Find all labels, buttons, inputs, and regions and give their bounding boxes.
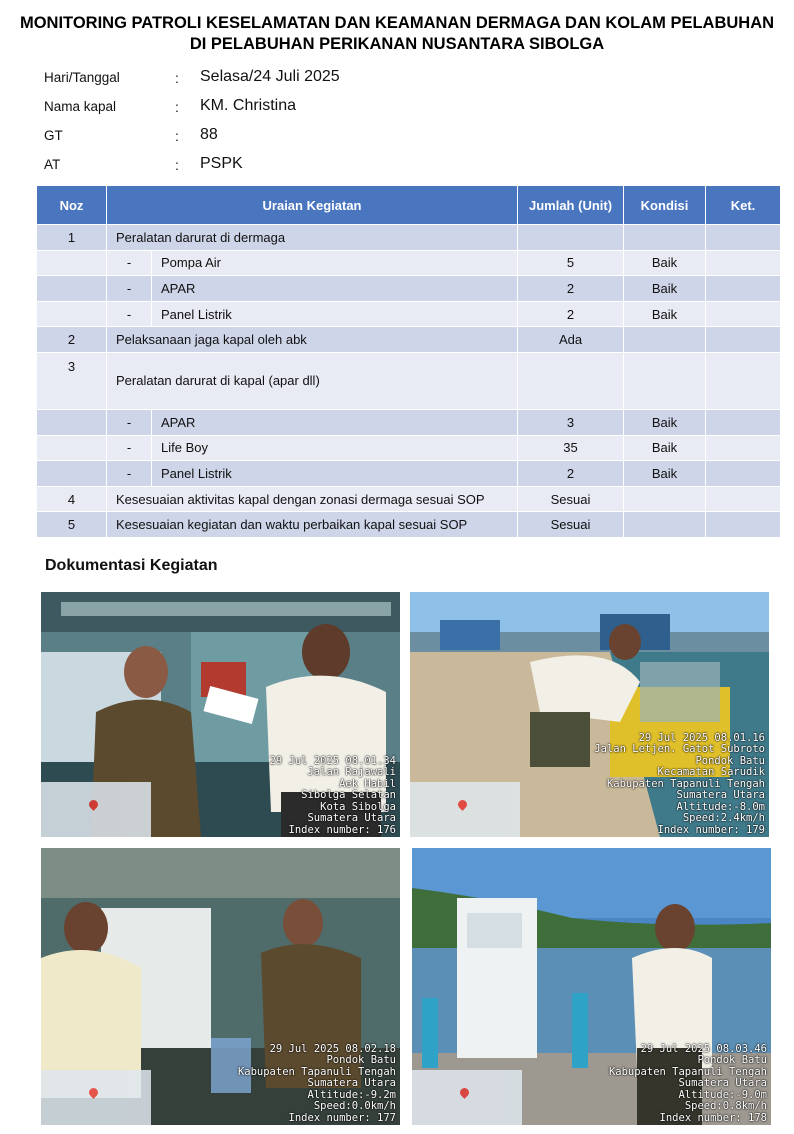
stamp-line: Sumatera Utara [307, 812, 396, 824]
table-row [37, 250, 781, 276]
cell-quantity: 2 [518, 461, 624, 487]
table-row [37, 327, 781, 353]
activity-table [36, 185, 781, 538]
cell-no: 5 [37, 512, 107, 538]
stamp-line: Altitude:-9.2m [307, 1088, 396, 1101]
cell-notes [706, 352, 781, 409]
stamp-line: Index number: 176 [288, 823, 396, 836]
stamp-line: Kota Sibolga [320, 800, 396, 813]
cell-notes [706, 250, 781, 276]
documentation-heading: Dokumentasi Kegiatan [45, 557, 218, 574]
cell-dash: - [107, 250, 152, 276]
cell-no [37, 435, 107, 461]
map-pin-icon [456, 798, 469, 811]
cell-condition [624, 512, 706, 538]
vessel-info [44, 66, 404, 182]
cell-dash: - [107, 276, 152, 302]
info-row-at [44, 153, 404, 182]
cell-condition [624, 486, 706, 512]
info-colon: : [175, 70, 179, 86]
cell-no [37, 461, 107, 487]
header-condition: Kondisi [624, 186, 706, 225]
photo-stamp [238, 1044, 396, 1125]
cell-no [37, 276, 107, 302]
cell-condition: Baik [624, 409, 706, 435]
stamp-line: Altitude:-9.0m [678, 1088, 767, 1101]
info-value: 88 [200, 126, 218, 143]
photo-stamp [609, 1044, 767, 1125]
location-minimap [41, 1070, 151, 1125]
cell-quantity: 35 [518, 435, 624, 461]
stamp-line: 29 Jul 2025 08.01.16 [638, 731, 765, 744]
table-row [37, 435, 781, 461]
table-row [37, 512, 781, 538]
cell-no: 4 [37, 486, 107, 512]
stamp-line: Pondok Batu [697, 1054, 767, 1066]
header-quantity: Jumlah (Unit) [518, 186, 624, 225]
stamp-line: Speed:0.8km/h [684, 1100, 767, 1112]
stamp-line: 29 Jul 2025 08.02.18 [269, 1042, 396, 1055]
stamp-line: Kabupaten Tapanuli Tengah [606, 777, 765, 790]
photo-stamp [270, 756, 396, 837]
cell-description: Pelaksanaan jaga kapal oleh abk [107, 327, 518, 353]
title-line-2: DI PELABUHAN PERIKANAN NUSANTARA SIBOLGA [189, 35, 605, 53]
cell-dash: - [107, 461, 152, 487]
stamp-line: 29 Jul 2025 08.01.34 [269, 754, 396, 767]
cell-no [37, 301, 107, 327]
header-notes: Ket. [706, 186, 781, 225]
table-row [37, 352, 781, 409]
cell-description: Pompa Air [152, 250, 518, 276]
cell-notes [706, 435, 781, 461]
stamp-line: Altitude:-8.0m [676, 800, 765, 813]
table-row [37, 225, 781, 251]
info-row-gt [44, 124, 404, 153]
cell-condition: Baik [624, 276, 706, 302]
cell-no [37, 250, 107, 276]
stamp-line: Kabupaten Tapanuli Tengah [608, 1065, 767, 1078]
cell-condition: Baik [624, 301, 706, 327]
stamp-line: Index number: 178 [659, 1111, 767, 1124]
cell-no [37, 409, 107, 435]
cell-dash: - [107, 301, 152, 327]
cell-description: Kesesuaian aktivitas kapal dengan zonasi dermaga sesuai SOP [107, 486, 518, 512]
cell-description: Life Boy [152, 435, 518, 461]
photo-stamp [594, 733, 765, 837]
stamp-line: Sumatera Utara [307, 1077, 396, 1089]
stamp-line: Sumatera Utara [678, 1077, 767, 1089]
info-value: PSPK [200, 155, 243, 172]
header-description: Uraian Kegiatan [107, 186, 518, 225]
stamp-line: Kabupaten Tapanuli Tengah [237, 1065, 396, 1078]
cell-quantity: Sesuai [518, 512, 624, 538]
photo-fuel-station-inspection [412, 848, 771, 1125]
map-pin-icon [87, 1086, 100, 1099]
cell-description: Kesesuaian kegiatan dan waktu perbaikan kapal sesuai SOP [107, 512, 518, 538]
info-colon: : [175, 128, 179, 144]
table-header-row [37, 186, 781, 225]
map-pin-icon [458, 1086, 471, 1099]
cell-no: 1 [37, 225, 107, 251]
header-no: Noz [37, 186, 107, 225]
info-label: AT [44, 157, 61, 172]
stamp-line: Kecamatan Sarudik [657, 766, 765, 778]
cell-condition [624, 327, 706, 353]
cell-condition: Baik [624, 461, 706, 487]
stamp-line: Sumatera Utara [676, 789, 765, 801]
cell-description: Peralatan darurat di kapal (apar dll) [107, 352, 518, 409]
cell-condition: Baik [624, 435, 706, 461]
photo-dock-inspection [410, 592, 769, 837]
table-row [37, 409, 781, 435]
cell-description: Panel Listrik [152, 461, 518, 487]
cell-condition [624, 225, 706, 251]
cell-description: APAR [152, 276, 518, 302]
photo-engine-room-inspection [41, 848, 400, 1125]
stamp-line: Index number: 179 [657, 823, 765, 836]
info-value: KM. Christina [200, 97, 297, 114]
location-minimap [41, 782, 151, 837]
cell-dash: - [107, 435, 152, 461]
cell-quantity: Sesuai [518, 486, 624, 512]
cell-description: Peralatan darurat di dermaga [107, 225, 518, 251]
stamp-line: Pondok Batu [695, 754, 765, 767]
cell-dash: - [107, 409, 152, 435]
title-line-1: MONITORING PATROLI KESELAMATAN DAN KEAMANAN DERMAGA DAN KOLAM PELABUHAN [19, 14, 775, 32]
cell-quantity: 3 [518, 409, 624, 435]
location-minimap [410, 782, 520, 837]
cell-quantity: 5 [518, 250, 624, 276]
info-label: Hari/Tanggal [44, 70, 120, 85]
document-title [0, 13, 794, 55]
cell-quantity: 2 [518, 301, 624, 327]
info-row-date [44, 66, 404, 95]
cell-notes [706, 409, 781, 435]
stamp-line: Sibolga Selatan [301, 789, 396, 801]
stamp-line: Jalan Rajawali [307, 766, 396, 778]
cell-notes [706, 512, 781, 538]
cell-description: Panel Listrik [152, 301, 518, 327]
table-row [37, 486, 781, 512]
cell-quantity [518, 225, 624, 251]
info-colon: : [175, 157, 179, 173]
cell-notes [706, 276, 781, 302]
cell-notes [706, 327, 781, 353]
table-row [37, 276, 781, 302]
info-row-ship-name [44, 95, 404, 124]
info-colon: : [175, 99, 179, 115]
cell-condition: Baik [624, 250, 706, 276]
table-row [37, 301, 781, 327]
stamp-line: Speed:2.4km/h [682, 812, 765, 824]
table-row [37, 461, 781, 487]
stamp-line: Pondok Batu [326, 1054, 396, 1066]
stamp-line: Aek Habil [339, 777, 396, 790]
cell-no: 2 [37, 327, 107, 353]
cell-notes [706, 461, 781, 487]
cell-notes [706, 486, 781, 512]
cell-no: 3 [37, 352, 107, 409]
map-pin-icon [87, 798, 100, 811]
stamp-line: Index number: 177 [288, 1111, 396, 1124]
cell-quantity [518, 352, 624, 409]
cell-notes [706, 225, 781, 251]
stamp-line: Jalan Letjen. Gatot Subroto [594, 743, 765, 755]
stamp-line: Speed:0.0km/h [313, 1100, 396, 1112]
cell-notes [706, 301, 781, 327]
cell-condition [624, 352, 706, 409]
photo-cabin-inspection [41, 592, 400, 837]
location-minimap [412, 1070, 522, 1125]
info-label: Nama kapal [44, 99, 117, 114]
cell-description: APAR [152, 409, 518, 435]
stamp-line: 29 Jul 2025 08.03.46 [640, 1042, 767, 1055]
cell-quantity: Ada [518, 327, 624, 353]
info-label: GT [44, 128, 63, 143]
cell-quantity: 2 [518, 276, 624, 302]
info-value: Selasa/24 Juli 2025 [200, 68, 340, 85]
